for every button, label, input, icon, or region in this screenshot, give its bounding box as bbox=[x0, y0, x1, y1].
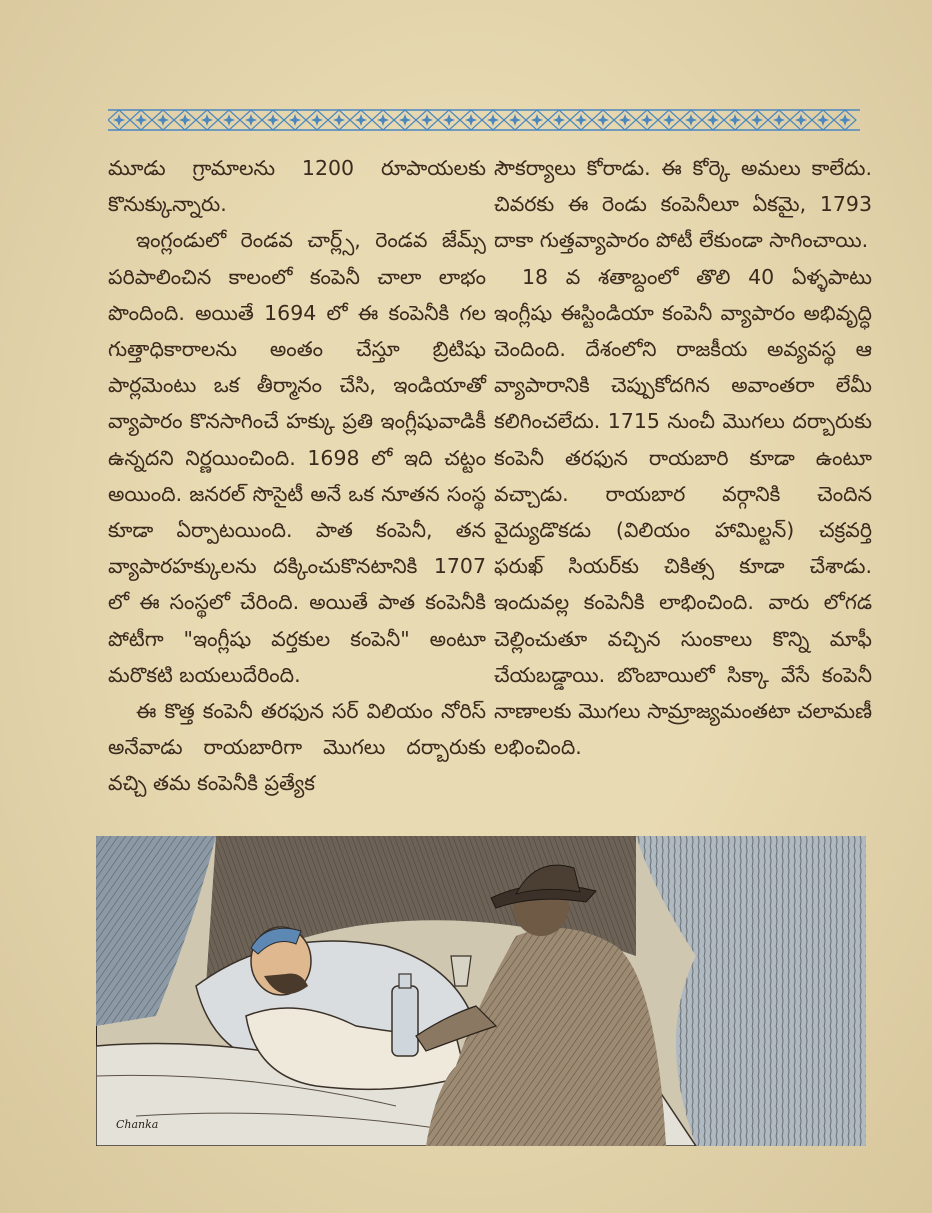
star-icon bbox=[795, 114, 807, 126]
star-icon bbox=[641, 114, 653, 126]
paragraph: ఇంగ్లండులో రెండవ చార్ల్స్, రెండవ జేమ్స్ పరిపాలించిన కాలంలో కంపెనీ చాలా లాభం పొందింది. అయితే 1694 లో ఈ కంపెనీకి గల గుత్తాధికారాలను అంతం చేస్తూ బ్రిటిషు పార్లమెంటు ఒక తీర్మానం చేసి, ఇండియాతో వ్యాపారం కొనసాగించే హక్కు ప్రతి ఇంగ్లీషువాడికీ ఉన్నదని నిర్ణయించింది. 1698 లో ఇది చట్టం అయింది. జనరల్ సొసైటీ అనే ఒక నూతన సంస్థ కూడా ఏర్పాటయింది. పాత కంపెనీ, తన వ్యాపారహక్కులను దక్కించుకొనటానికి 1707 లో ఈ సంస్థలో చేరింది. అయితే పాత కంపెనీకి పోటీగా "ఇంగ్లీషు వర్తకుల కంపెనీ" అంటూ మరొకటి బయలుదేరింది. bbox=[108, 228, 486, 687]
star-icon bbox=[509, 114, 521, 126]
right-text-column bbox=[494, 150, 872, 765]
star-icon bbox=[333, 114, 345, 126]
star-icon bbox=[267, 114, 279, 126]
star-icon bbox=[531, 114, 543, 126]
star-icon bbox=[399, 114, 411, 126]
star-icon bbox=[751, 114, 763, 126]
star-icon bbox=[443, 114, 455, 126]
star-icon bbox=[311, 114, 323, 126]
star-icon bbox=[157, 114, 169, 126]
star-icon bbox=[575, 114, 587, 126]
star-icon bbox=[245, 114, 257, 126]
star-icon bbox=[179, 114, 191, 126]
star-icon bbox=[421, 114, 433, 126]
star-icon bbox=[839, 114, 851, 126]
star-icon bbox=[685, 114, 697, 126]
star-icon bbox=[289, 114, 301, 126]
decorative-border bbox=[108, 108, 860, 132]
star-icon bbox=[619, 114, 631, 126]
star-icon bbox=[201, 114, 213, 126]
star-icon bbox=[663, 114, 675, 126]
star-icon bbox=[377, 114, 389, 126]
star-chain-border-icon bbox=[108, 108, 860, 132]
artist-signature: Chanka bbox=[116, 1118, 159, 1131]
star-icon bbox=[487, 114, 499, 126]
left-text-column bbox=[108, 150, 486, 802]
star-icon bbox=[597, 114, 609, 126]
paragraph: సౌకర్యాలు కోరాడు. ఈ కోర్కె అమలు కాలేదు. చివరకు ఈ రెండు కంపెనీలూ ఏకమై, 1793 దాకా గుత్తవ్యాపారం పోటీ లేకుండా సాగించాయి. bbox=[494, 156, 872, 253]
star-icon bbox=[729, 114, 741, 126]
star-icon bbox=[707, 114, 719, 126]
star-icon bbox=[135, 114, 147, 126]
star-icon bbox=[223, 114, 235, 126]
illustration-sick-man-doctor bbox=[96, 836, 866, 1146]
paragraph: మూడు గ్రామాలను 1200 రూపాయలకు కొనుక్కున్నారు. bbox=[108, 156, 486, 217]
star-icon bbox=[553, 114, 565, 126]
paragraph: 18 వ శతాబ్దంలో తొలి 40 ఏళ్ళపాటు ఇంగ్లీషు ఈస్టిండియా కంపెనీ వ్యాపారం అభివృద్ధి చెందింది. దేశంలోని రాజకీయ అవ్యవస్థ ఆ వ్యాపారానికి చెప్పుకోదగిన అవాంతరా లేమీ కలిగించలేదు. 1715 నుంచీ మొగలు దర్బారుకు కంపెనీ తరఫున రాయబారి కూడా ఉంటూ వచ్చాడు. రాయబార వర్గానికి చెందిన వైద్యుడొకడు (విలియం హామిల్టన్) చక్రవర్తి ఫరుఖ్ సియర్‌కు చికిత్స కూడా చేశాడు. ఇందువల్ల కంపెనీకి లాభించింది. వారు లోగడ చెల్లించుతూ వచ్చిన సుంకాలు కొన్ని మాఫీ చేయబడ్డాయి. బొంబాయిలో సిక్కా వేసే కంపెనీ నాణాలకు మొగలు సామ్రాజ్యమంతటా చలామణీ లభించింది. bbox=[494, 264, 872, 760]
illustration-image bbox=[96, 836, 866, 1146]
paragraph: ఈ కొత్త కంపెనీ తరఫున సర్ విలియం నోరిస్ అనేవాడు రాయబారిగా మొగలు దర్బారుకు వచ్చి తమ కంపెనీకి ప్రత్యేక bbox=[108, 699, 486, 796]
star-icon bbox=[773, 114, 785, 126]
star-icon bbox=[113, 114, 125, 126]
star-icon bbox=[465, 114, 477, 126]
star-icon bbox=[355, 114, 367, 126]
star-icon bbox=[817, 114, 829, 126]
